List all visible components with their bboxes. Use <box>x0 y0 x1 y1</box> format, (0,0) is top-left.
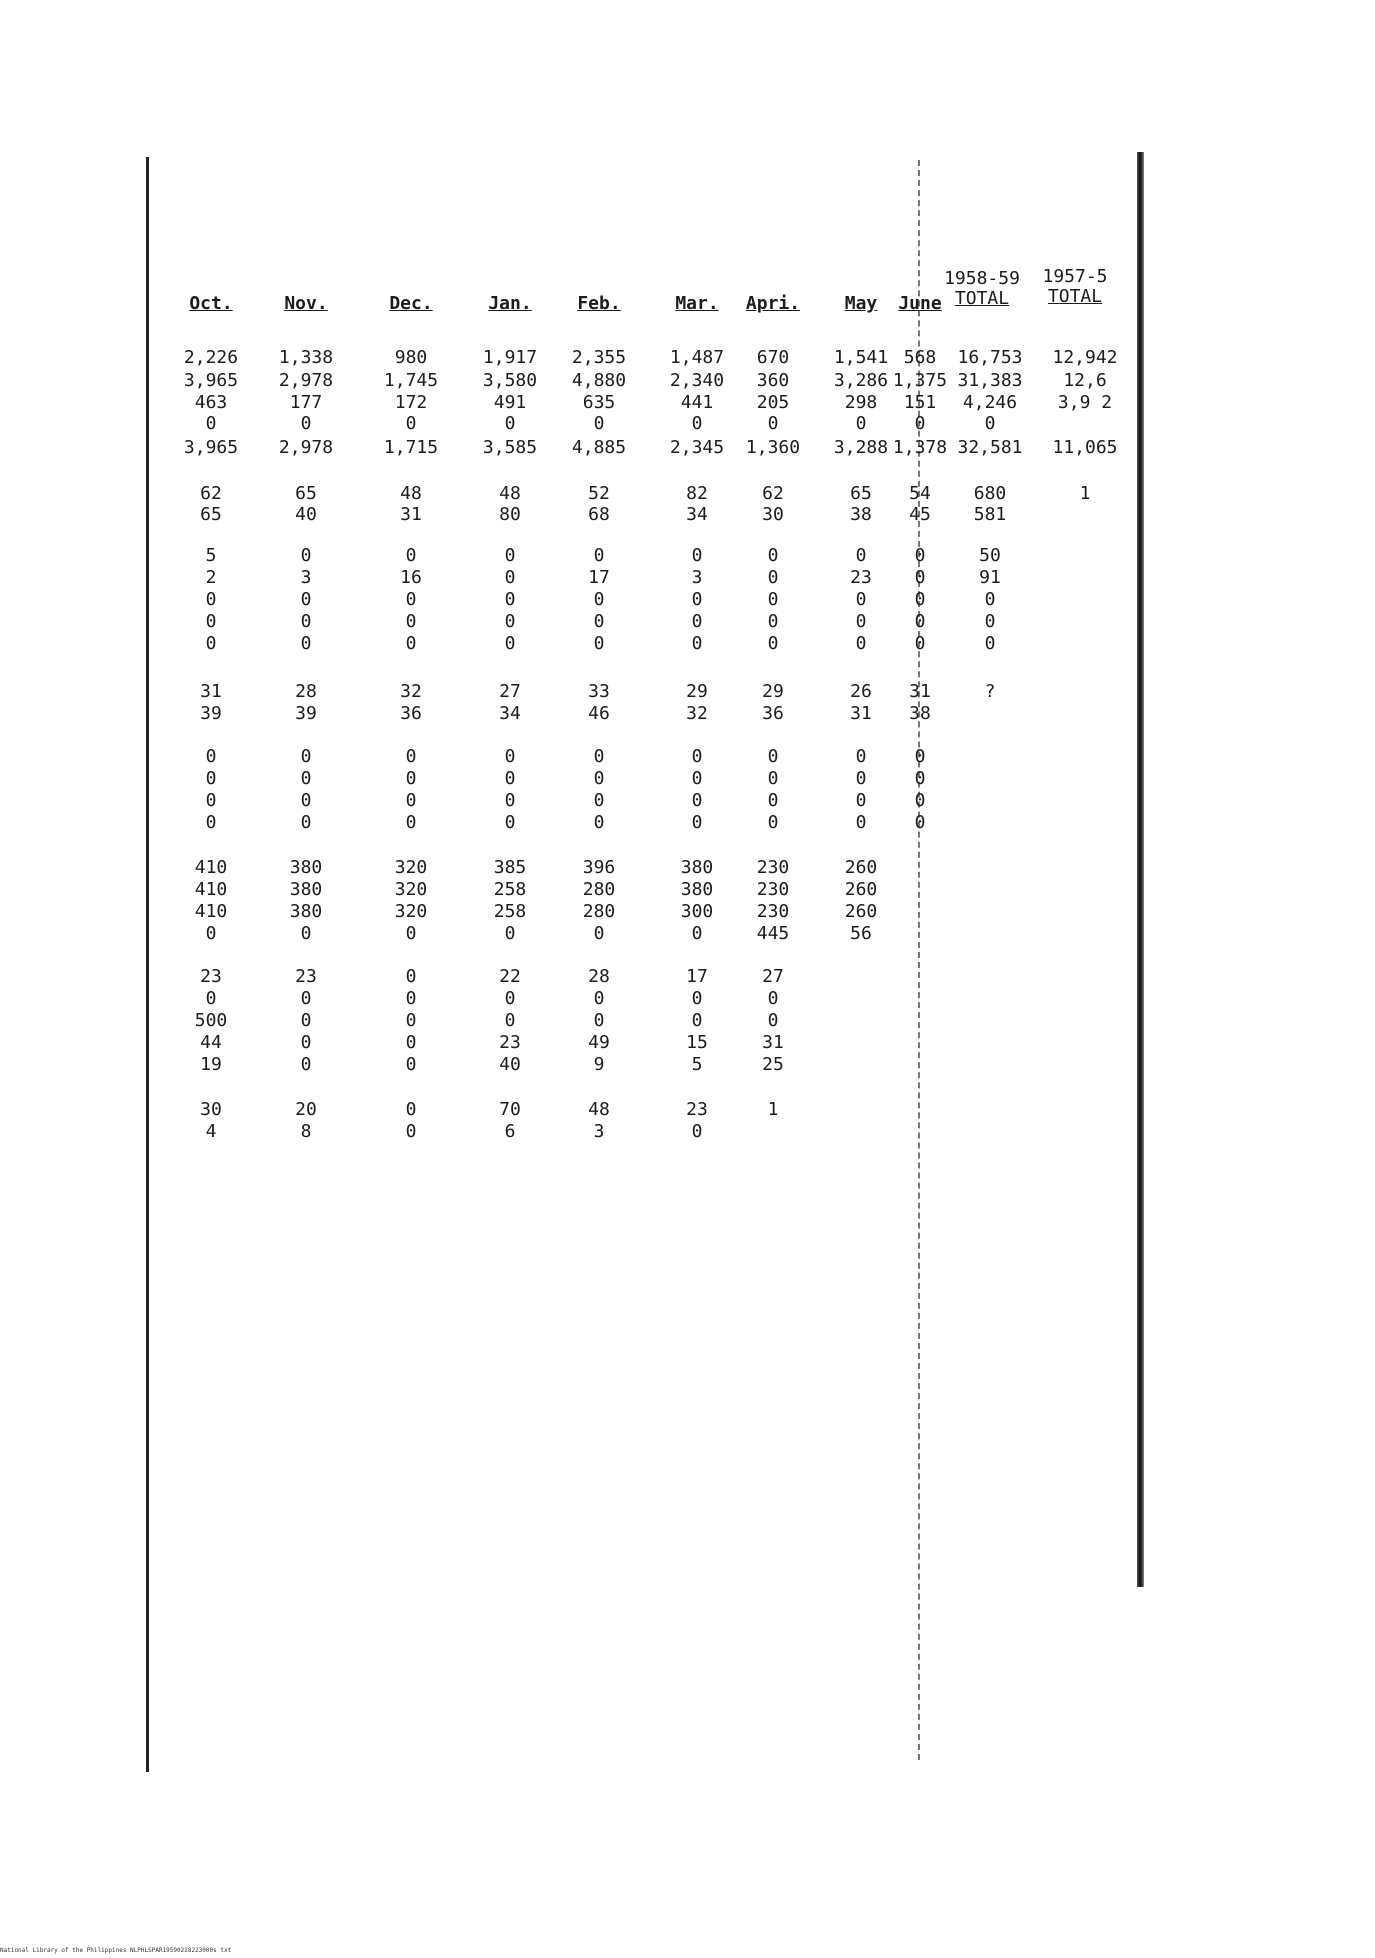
table-cell: 5 <box>205 545 217 566</box>
table-cell: 1,378 <box>892 437 948 458</box>
table-cell: 0 <box>914 589 926 610</box>
table-cell: 172 <box>394 392 428 413</box>
table-cell: 36 <box>762 703 784 724</box>
table-cell: 0 <box>593 812 605 833</box>
table-cell: 0 <box>405 923 417 944</box>
table-cell: 27 <box>499 681 521 702</box>
table-cell: 0 <box>767 611 779 632</box>
table-cell: 29 <box>762 681 784 702</box>
table-cell: 31 <box>909 681 931 702</box>
table-cell: 230 <box>756 901 790 922</box>
table-cell: 0 <box>504 812 516 833</box>
table-cell: 0 <box>593 923 605 944</box>
table-cell: 0 <box>300 812 312 833</box>
table-cell: 2,345 <box>669 437 725 458</box>
table-cell: 0 <box>691 611 703 632</box>
table-cell: 50 <box>979 545 1001 566</box>
table-cell: 380 <box>680 879 714 900</box>
left-margin-rule <box>146 157 149 1772</box>
table-cell: 28 <box>588 966 610 987</box>
table-cell: 0 <box>767 812 779 833</box>
table-cell: 320 <box>394 879 428 900</box>
table-cell: 6 <box>504 1121 516 1142</box>
table-cell: 0 <box>593 768 605 789</box>
total-column-header <box>1020 267 1130 307</box>
table-cell: 0 <box>405 1099 417 1120</box>
table-cell: 0 <box>914 768 926 789</box>
table-cell: 65 <box>200 504 222 525</box>
table-cell: 230 <box>756 857 790 878</box>
table-cell: 0 <box>593 1010 605 1031</box>
table-cell: 0 <box>300 589 312 610</box>
table-cell: 1,487 <box>669 347 725 368</box>
column-header: Oct. <box>189 293 233 314</box>
table-cell: 0 <box>691 768 703 789</box>
table-cell: 410 <box>194 901 228 922</box>
table-cell: 0 <box>914 633 926 654</box>
table-cell: 0 <box>504 1010 516 1031</box>
table-cell: 0 <box>300 768 312 789</box>
table-cell: 3,965 <box>183 370 239 391</box>
table-cell: 0 <box>300 1054 312 1075</box>
table-cell: 3,288 <box>833 437 889 458</box>
table-cell: 16,753 <box>957 347 1023 368</box>
table-cell: 0 <box>300 988 312 1009</box>
table-cell: 0 <box>691 545 703 566</box>
table-cell: 16 <box>400 567 422 588</box>
table-cell: 0 <box>767 545 779 566</box>
table-cell: 3,585 <box>482 437 538 458</box>
table-cell: 0 <box>405 1010 417 1031</box>
table-cell: 0 <box>593 589 605 610</box>
table-cell: 0 <box>405 413 417 434</box>
table-cell: 48 <box>400 483 422 504</box>
table-cell: 0 <box>984 633 996 654</box>
table-cell: 46 <box>588 703 610 724</box>
table-cell: 0 <box>504 790 516 811</box>
table-cell: 3 <box>593 1121 605 1142</box>
table-cell: 0 <box>593 746 605 767</box>
right-page-edge <box>1137 152 1144 1587</box>
table-cell: 230 <box>756 879 790 900</box>
table-cell: 177 <box>289 392 323 413</box>
table-cell: 0 <box>300 611 312 632</box>
table-cell: 385 <box>493 857 527 878</box>
table-cell: 34 <box>499 703 521 724</box>
table-cell: 1,917 <box>482 347 538 368</box>
table-cell: 2,978 <box>278 437 334 458</box>
table-cell: 0 <box>914 746 926 767</box>
table-cell: 0 <box>914 413 926 434</box>
table-cell: 0 <box>767 589 779 610</box>
table-cell: 0 <box>405 633 417 654</box>
table-cell: 0 <box>984 413 996 434</box>
table-cell: 1,375 <box>892 370 948 391</box>
table-cell: 0 <box>593 790 605 811</box>
table-cell: 0 <box>504 633 516 654</box>
table-cell: 0 <box>767 567 779 588</box>
table-cell: 54 <box>909 483 931 504</box>
table-cell: 3 <box>691 567 703 588</box>
table-cell: 22 <box>499 966 521 987</box>
table-cell: 3,580 <box>482 370 538 391</box>
column-header: Dec. <box>389 293 433 314</box>
table-cell: 0 <box>405 1032 417 1053</box>
table-cell: 0 <box>205 812 217 833</box>
table-cell: 4,885 <box>571 437 627 458</box>
table-cell: 17 <box>686 966 708 987</box>
table-cell: 1 <box>767 1099 779 1120</box>
table-cell: 19 <box>200 1054 222 1075</box>
table-cell: 91 <box>979 567 1001 588</box>
table-cell: 380 <box>289 857 323 878</box>
table-cell: 0 <box>855 746 867 767</box>
table-cell: 0 <box>405 611 417 632</box>
table-cell: 45 <box>909 504 931 525</box>
table-cell: 30 <box>762 504 784 525</box>
table-cell: 0 <box>300 1032 312 1053</box>
table-cell: 396 <box>582 857 616 878</box>
table-cell: 0 <box>300 633 312 654</box>
table-cell: 0 <box>504 589 516 610</box>
table-cell: 4,246 <box>962 392 1018 413</box>
table-cell: 33 <box>588 681 610 702</box>
table-cell: 0 <box>205 923 217 944</box>
table-cell: 0 <box>300 790 312 811</box>
column-header: June <box>898 293 942 314</box>
column-header: Mar. <box>675 293 719 314</box>
table-cell: 0 <box>767 790 779 811</box>
table-cell: 0 <box>504 923 516 944</box>
table-cell: 2,978 <box>278 370 334 391</box>
table-cell: 56 <box>850 923 872 944</box>
table-cell: 0 <box>691 589 703 610</box>
table-cell: 380 <box>680 857 714 878</box>
table-cell: 0 <box>767 413 779 434</box>
table-cell: 40 <box>499 1054 521 1075</box>
table-cell: 0 <box>405 1121 417 1142</box>
table-cell: 500 <box>194 1010 228 1031</box>
table-cell: 463 <box>194 392 228 413</box>
table-cell: 3,9 2 <box>1057 392 1113 413</box>
column-header: Jan. <box>488 293 532 314</box>
table-cell: 0 <box>691 790 703 811</box>
table-cell: ? <box>984 681 996 702</box>
table-cell: 410 <box>194 857 228 878</box>
table-cell: 0 <box>855 611 867 632</box>
table-cell: 0 <box>405 768 417 789</box>
total-year-label: 1958-59 <box>944 268 1020 289</box>
table-cell: 31 <box>400 504 422 525</box>
table-cell: 0 <box>504 746 516 767</box>
table-cell: 0 <box>855 768 867 789</box>
table-cell: 581 <box>973 504 1007 525</box>
table-cell: 0 <box>691 633 703 654</box>
table-cell: 0 <box>855 790 867 811</box>
table-cell: 670 <box>756 347 790 368</box>
table-cell: 0 <box>855 545 867 566</box>
table-cell: 680 <box>973 483 1007 504</box>
table-cell: 0 <box>504 413 516 434</box>
table-cell: 205 <box>756 392 790 413</box>
table-cell: 298 <box>844 392 878 413</box>
table-cell: 0 <box>405 589 417 610</box>
table-cell: 258 <box>493 901 527 922</box>
table-cell: 0 <box>767 988 779 1009</box>
table-cell: 2 <box>205 567 217 588</box>
table-cell: 0 <box>767 746 779 767</box>
table-cell: 980 <box>394 347 428 368</box>
table-cell: 0 <box>504 611 516 632</box>
table-cell: 32 <box>686 703 708 724</box>
table-cell: 260 <box>844 879 878 900</box>
table-cell: 300 <box>680 901 714 922</box>
total-label: TOTAL <box>954 288 1010 309</box>
table-cell: 68 <box>588 504 610 525</box>
table-cell: 65 <box>295 483 317 504</box>
table-cell: 0 <box>691 1121 703 1142</box>
table-cell: 82 <box>686 483 708 504</box>
table-cell: 39 <box>200 703 222 724</box>
table-cell: 62 <box>200 483 222 504</box>
table-cell: 320 <box>394 901 428 922</box>
table-cell: 31 <box>762 1032 784 1053</box>
table-cell: 0 <box>914 790 926 811</box>
table-cell: 0 <box>855 812 867 833</box>
table-cell: 0 <box>205 611 217 632</box>
table-cell: 151 <box>903 392 937 413</box>
table-cell: 32 <box>400 681 422 702</box>
table-cell: 1,745 <box>383 370 439 391</box>
table-cell: 11,065 <box>1052 437 1118 458</box>
table-cell: 635 <box>582 392 616 413</box>
table-cell: 360 <box>756 370 790 391</box>
column-header: Nov. <box>284 293 328 314</box>
table-cell: 62 <box>762 483 784 504</box>
table-cell: 40 <box>295 504 317 525</box>
table-cell: 29 <box>686 681 708 702</box>
table-cell: 48 <box>588 1099 610 1120</box>
table-cell: 0 <box>984 611 996 632</box>
table-cell: 0 <box>593 413 605 434</box>
table-cell: 23 <box>200 966 222 987</box>
table-cell: 491 <box>493 392 527 413</box>
table-cell: 28 <box>295 681 317 702</box>
table-cell: 0 <box>504 768 516 789</box>
table-cell: 23 <box>686 1099 708 1120</box>
table-cell: 258 <box>493 879 527 900</box>
table-cell: 320 <box>394 857 428 878</box>
table-cell: 280 <box>582 901 616 922</box>
table-cell: 1,541 <box>833 347 889 368</box>
table-cell: 23 <box>499 1032 521 1053</box>
table-cell: 0 <box>300 413 312 434</box>
table-cell: 4 <box>205 1121 217 1142</box>
table-cell: 65 <box>850 483 872 504</box>
table-cell: 17 <box>588 567 610 588</box>
table-cell: 1,715 <box>383 437 439 458</box>
table-cell: 36 <box>400 703 422 724</box>
table-cell: 0 <box>405 966 417 987</box>
table-cell: 445 <box>756 923 790 944</box>
table-cell: 568 <box>903 347 937 368</box>
table-cell: 8 <box>300 1121 312 1142</box>
table-cell: 0 <box>593 633 605 654</box>
column-header: Feb. <box>577 293 621 314</box>
table-cell: 0 <box>405 545 417 566</box>
table-cell: 70 <box>499 1099 521 1120</box>
table-cell: 0 <box>405 790 417 811</box>
table-cell: 380 <box>289 879 323 900</box>
table-cell: 0 <box>300 545 312 566</box>
table-cell: 0 <box>405 746 417 767</box>
table-cell: 410 <box>194 879 228 900</box>
table-cell: 0 <box>855 589 867 610</box>
table-cell: 0 <box>593 611 605 632</box>
table-cell: 38 <box>909 703 931 724</box>
table-cell: 0 <box>914 611 926 632</box>
table-cell: 26 <box>850 681 872 702</box>
table-cell: 260 <box>844 901 878 922</box>
table-cell: 0 <box>205 988 217 1009</box>
table-cell: 0 <box>205 589 217 610</box>
table-cell: 0 <box>691 746 703 767</box>
table-cell: 0 <box>205 746 217 767</box>
table-cell: 0 <box>593 988 605 1009</box>
table-cell: 39 <box>295 703 317 724</box>
total-label: TOTAL <box>1047 286 1103 307</box>
table-cell: 32,581 <box>957 437 1023 458</box>
table-cell: 2,355 <box>571 347 627 368</box>
table-cell: 23 <box>850 567 872 588</box>
table-cell: 0 <box>205 633 217 654</box>
table-cell: 1 <box>1079 483 1091 504</box>
column-header: May <box>844 293 878 314</box>
table-cell: 44 <box>200 1032 222 1053</box>
table-cell: 31 <box>850 703 872 724</box>
table-cell: 0 <box>767 1010 779 1031</box>
table-cell: 441 <box>680 392 714 413</box>
table-cell: 12,942 <box>1052 347 1118 368</box>
table-cell: 3,286 <box>833 370 889 391</box>
table-cell: 23 <box>295 966 317 987</box>
table-cell: 0 <box>914 545 926 566</box>
table-cell: 0 <box>691 988 703 1009</box>
table-cell: 0 <box>300 923 312 944</box>
table-cell: 0 <box>691 812 703 833</box>
table-cell: 0 <box>767 633 779 654</box>
table-cell: 0 <box>767 768 779 789</box>
table-cell: 0 <box>855 413 867 434</box>
table-cell: 52 <box>588 483 610 504</box>
column-header: Apri. <box>745 293 801 314</box>
table-cell: 2,226 <box>183 347 239 368</box>
table-cell: 0 <box>205 768 217 789</box>
table-cell: 31 <box>200 681 222 702</box>
table-cell: 0 <box>405 988 417 1009</box>
table-cell: 0 <box>300 1010 312 1031</box>
table-cell: 0 <box>691 923 703 944</box>
table-cell: 280 <box>582 879 616 900</box>
scan-footer: National Library of the Philippines NLPHLSPAR19590228223000s txt <box>0 1947 232 1954</box>
table-cell: 0 <box>691 413 703 434</box>
table-cell: 0 <box>205 790 217 811</box>
table-cell: 15 <box>686 1032 708 1053</box>
table-cell: 9 <box>593 1054 605 1075</box>
total-year-label: 1957-5 <box>1042 266 1108 287</box>
table-cell: 0 <box>504 988 516 1009</box>
table-cell: 4,880 <box>571 370 627 391</box>
table-cell: 0 <box>855 633 867 654</box>
table-cell: 0 <box>691 1010 703 1031</box>
table-cell: 3,965 <box>183 437 239 458</box>
table-cell: 34 <box>686 504 708 525</box>
table-cell: 38 <box>850 504 872 525</box>
table-cell: 0 <box>504 567 516 588</box>
table-cell: 260 <box>844 857 878 878</box>
table-cell: 0 <box>300 746 312 767</box>
table-cell: 30 <box>200 1099 222 1120</box>
table-cell: 0 <box>504 545 516 566</box>
table-cell: 48 <box>499 483 521 504</box>
table-cell: 80 <box>499 504 521 525</box>
table-cell: 5 <box>691 1054 703 1075</box>
table-cell: 0 <box>914 812 926 833</box>
table-cell: 3 <box>300 567 312 588</box>
table-cell: 1,338 <box>278 347 334 368</box>
table-cell: 0 <box>405 1054 417 1075</box>
table-cell: 31,383 <box>957 370 1023 391</box>
table-cell: 27 <box>762 966 784 987</box>
table-cell: 0 <box>405 812 417 833</box>
table-cell: 25 <box>762 1054 784 1075</box>
table-cell: 0 <box>593 545 605 566</box>
table-cell: 12,6 <box>1063 370 1107 391</box>
table-cell: 380 <box>289 901 323 922</box>
table-cell: 20 <box>295 1099 317 1120</box>
table-cell: 0 <box>205 413 217 434</box>
table-cell: 1,360 <box>745 437 801 458</box>
table-cell: 0 <box>984 589 996 610</box>
table-cell: 49 <box>588 1032 610 1053</box>
table-cell: 0 <box>914 567 926 588</box>
table-cell: 2,340 <box>669 370 725 391</box>
